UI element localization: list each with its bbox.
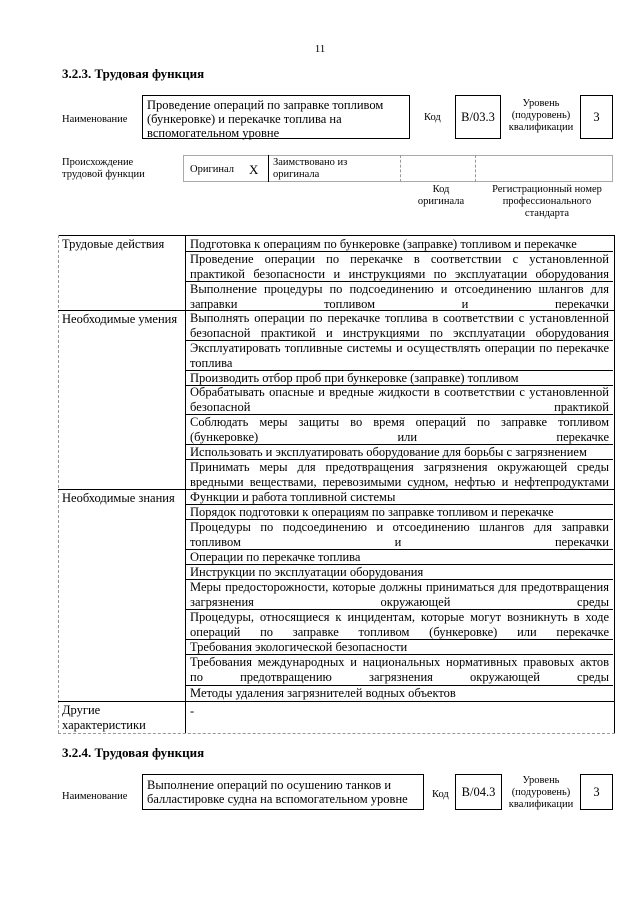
knowledge-item: Меры предосторожности, которые должны приниматься для предотвращения загрязнения окружающей среды: [190, 580, 609, 609]
knowledge-item: Процедуры по подсоединению и отсоединению шлангов для заправки топливом и перекачки: [190, 520, 609, 549]
level-label: Уровень (подуровень) квалификации: [508, 98, 574, 133]
reg-number-label: Регистрационный номер профессионального стандарта: [492, 184, 602, 219]
section-title-323: 3.2.3. Трудовая функция: [62, 66, 205, 81]
skills-label: Необходимые умения: [62, 312, 178, 326]
knowledge-label: Необходимые знания: [62, 491, 175, 505]
knowledge-item: Операции по перекачке топлива: [190, 550, 361, 564]
origin-divider-2: [400, 155, 401, 182]
origin-mark: X: [249, 162, 259, 177]
code-value-box-2: В/04.3: [455, 774, 502, 810]
other-value: -: [190, 704, 195, 718]
origin-original-label: Оригинал: [190, 164, 234, 175]
skill-item: Производить отбор проб при бункеровке (заправке) топливом: [190, 371, 519, 385]
skill-item: Принимать меры для предотвращения загрязнения окружающей среды вредными веществами, перевозимыми судном, нефтью и нефтепродуктами: [190, 460, 609, 489]
code-value-box: В/03.3: [455, 95, 501, 139]
origin-label: Происхождение трудовой функции: [62, 157, 145, 180]
origin-borrowed-label: Заимствовано из оригинала: [273, 157, 348, 180]
other-label: Другие характеристики: [62, 703, 146, 732]
code-label-2: Код: [432, 789, 449, 800]
knowledge-item: Инструкции по эксплуатации оборудования: [190, 565, 424, 579]
skill-item: Обрабатывать опасные и вредные жидкости в соответствии с установленной безопасной практикой: [190, 385, 609, 414]
code-label: Код: [424, 112, 441, 123]
knowledge-item: Порядок подготовки к операциям по заправке топливом и перекачке: [190, 505, 554, 519]
skill-item: Выполнять операции по перекачке топлива в соответствии с установленной безопасной практикой и инструкциями по эксплуатации оборудования: [190, 311, 609, 340]
knowledge-item: Требования экологической безопасности: [190, 640, 408, 654]
skill-item: Эксплуатировать топливные системы и осуществлять операции по перекачке топлива: [190, 341, 609, 370]
section-title-324: 3.2.4. Трудовая функция: [62, 745, 205, 760]
name-label-2: Наименование: [62, 791, 128, 802]
page-number: 11: [314, 43, 326, 55]
name-label: Наименование: [62, 114, 128, 125]
skill-item: Соблюдать меры защиты во время операций по заправке топливом (бункеровке) или перекачке: [190, 415, 609, 444]
level-value-box: 3: [580, 95, 613, 139]
origin-divider-3: [475, 155, 476, 182]
knowledge-item: Процедуры, относящиеся к инцидентам, которые могут возникнуть в ходе операций по заправке топливом (бункеровке) или перекачке: [190, 610, 609, 639]
function-name-box: Проведение операций по заправке топливом (бункеровке) и перекачке топлива на вспомогательном уровне: [142, 95, 410, 139]
skill-item: Использовать и эксплуатировать оборудование для борьбы с загрязнением: [190, 445, 587, 459]
function-name-box-2: Выполнение операций по осушению танков и балластировке судна на вспомогательном уровне: [142, 774, 424, 810]
action-item: Подготовка к операциям по бункеровке (заправке) топливом и перекачке: [190, 237, 577, 251]
origin-row: [183, 155, 613, 182]
actions-label: Трудовые действия: [62, 237, 165, 251]
action-item: Выполнение процедуры по подсоединению и отсоединению шлангов для заправки топливом и перекачки: [190, 282, 609, 311]
knowledge-item: Методы удаления загрязнителей водных объектов: [190, 686, 456, 700]
action-item: Проведение операции по перекачке в соответствии с установленной практикой безопасности и инструкциями по эксплуатации оборудования: [190, 252, 609, 281]
knowledge-item: Требования международных и национальных нормативных правовых актов по предотвращению загрязнения окружающей среды: [190, 655, 609, 684]
knowledge-item: Функции и работа топливной системы: [190, 490, 396, 504]
code-original-label: Код оригинала: [417, 184, 465, 207]
origin-divider: [268, 155, 269, 182]
level-label-2: Уровень (подуровень) квалификации: [508, 775, 574, 810]
level-value-box-2: 3: [580, 774, 613, 810]
